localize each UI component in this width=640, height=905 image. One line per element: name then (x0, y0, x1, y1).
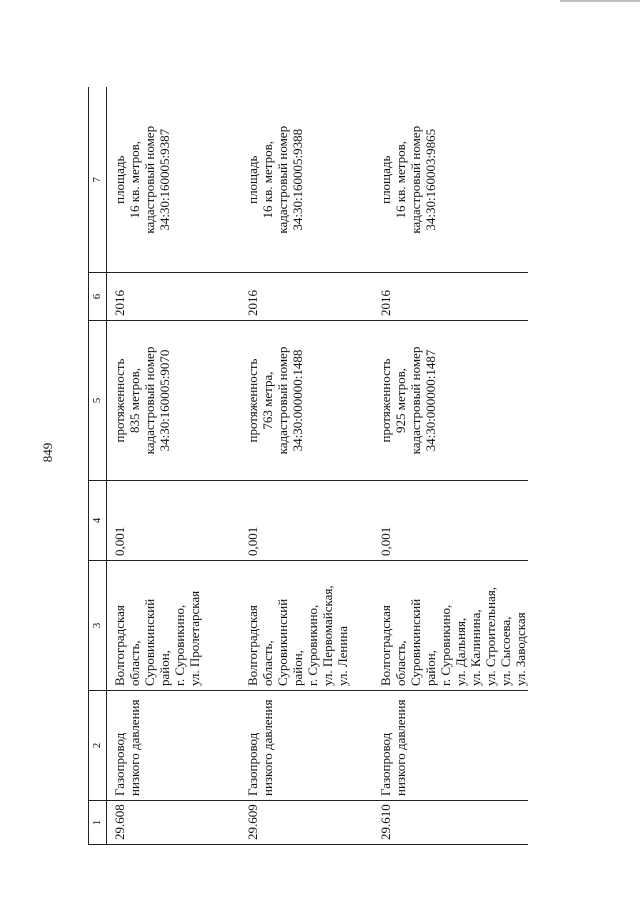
header-row (89, 88, 107, 845)
row-number: 29.610 (373, 801, 528, 845)
object-name: Газопровод низкого давления (373, 691, 528, 801)
column-header: 1 (89, 801, 107, 845)
object-value: 0,001 (107, 481, 241, 561)
table-row (107, 88, 241, 845)
object-address: Волгоградская область, Суровикинский район, г. Суровикино, ул. Первомайская, ул. Ленина (240, 561, 373, 691)
column-header: 4 (89, 481, 107, 561)
object-address: Волгоградская область, Суровикинский район, г. Суровикино, ул. Дальняя, ул. Калинина, ул. Строительная, ул. Сысоева, ул. Заводская (373, 561, 528, 691)
object-value: 0,001 (373, 481, 528, 561)
table-row (373, 88, 528, 845)
object-year: 2016 (107, 273, 241, 321)
object-year: 2016 (373, 273, 528, 321)
object-address: Волгоградская область, Суровикинский район, г. Суровикино, ул. Пролетарская (107, 561, 241, 691)
object-length: протяженность 925 метров, кадастровый номер 34:30:000000:1487 (373, 321, 528, 481)
row-number: 29.608 (107, 801, 241, 845)
property-table (88, 88, 528, 846)
object-year: 2016 (240, 273, 373, 321)
column-header: 5 (89, 321, 107, 481)
object-name: Газопровод низкого давления (107, 691, 241, 801)
row-number: 29.609 (240, 801, 373, 845)
table-row (240, 88, 373, 845)
object-length: протяженность 835 метров, кадастровый номер 34:30:160005:9070 (107, 321, 241, 481)
column-header: 7 (89, 88, 107, 273)
column-header: 6 (89, 273, 107, 321)
column-header: 2 (89, 691, 107, 801)
column-header: 3 (89, 561, 107, 691)
object-area: площадь 16 кв. метров, кадастровый номер 34:30:160005:9387 (107, 88, 241, 273)
object-area: площадь 16 кв. метров, кадастровый номер 34:30:160005:9388 (240, 88, 373, 273)
object-area: площадь 16 кв. метров, кадастровый номер 34:30:160003:9865 (373, 88, 528, 273)
page-number: 849 (40, 442, 55, 463)
object-name: Газопровод низкого давления (240, 691, 373, 801)
object-length: протяженность 763 метра, кадастровый номер 34:30:000000:1488 (240, 321, 373, 481)
object-value: 0,001 (240, 481, 373, 561)
